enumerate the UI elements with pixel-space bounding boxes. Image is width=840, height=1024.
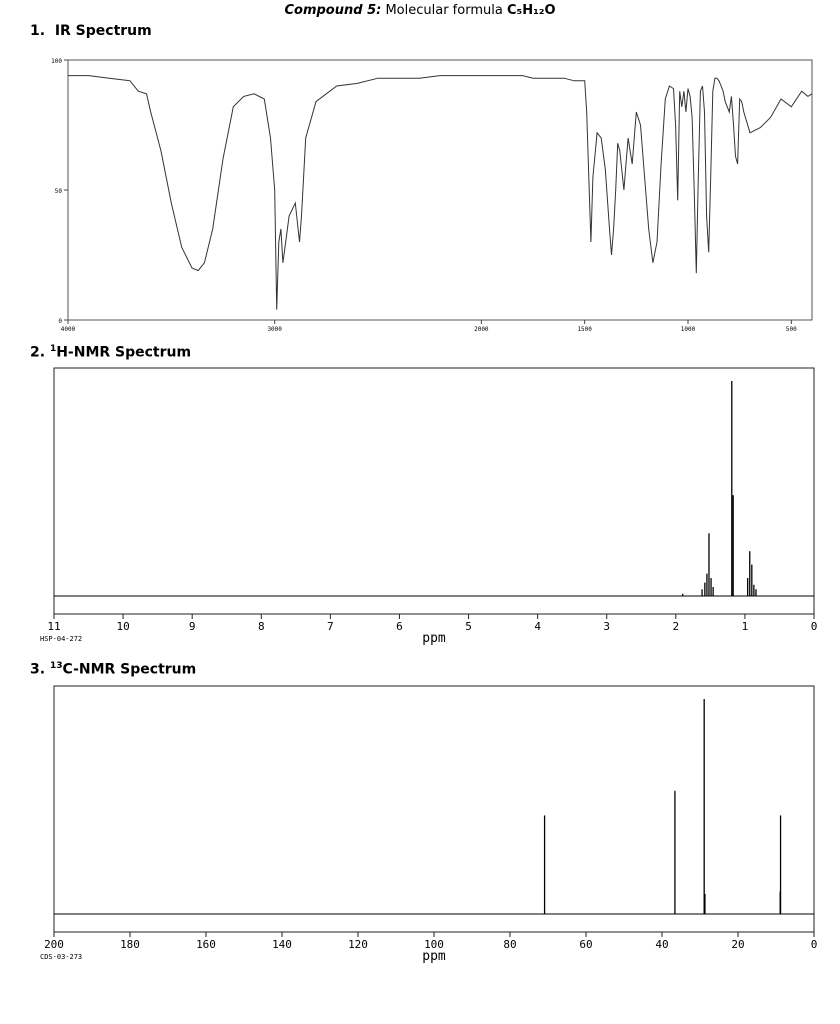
ir-y-tick-label: 0 (58, 318, 62, 325)
cnmr-x-tick-label: 40 (655, 938, 669, 951)
cnmr-x-tick-label: 100 (424, 938, 444, 951)
cnmr-x-tick-label: 120 (348, 938, 368, 951)
cnmr-x-tick-label: 180 (120, 938, 140, 951)
ir-x-tick-label: 3000 (267, 326, 282, 333)
hnmr-plot-frame (54, 368, 814, 614)
ir-x-tick-label: 2000 (474, 326, 489, 333)
molecular-formula: C₅H₁₂O (506, 3, 556, 18)
hnmr-x-tick-label: 4 (534, 620, 541, 633)
cnmr-plot-frame (54, 686, 814, 932)
cnmr-x-tick-label: 160 (196, 938, 216, 951)
ir-x-tick-label: 500 (785, 326, 797, 333)
ir-x-tick-label: 1500 (577, 326, 592, 333)
hnmr-x-tick-label: 10 (116, 620, 130, 633)
hnmr-x-tick-label: 0 (810, 620, 818, 633)
hnmr-x-tick-label: 2 (672, 620, 680, 633)
hnmr-x-tick-label: 11 (47, 620, 61, 633)
compound-label: Compound 5: (284, 3, 382, 18)
hnmr-section-title: 2. $^1$H-NMR Spectrum (30, 344, 192, 361)
hnmr-x-tick-label: 7 (327, 620, 334, 633)
hnmr-x-tick-label: 1 (741, 620, 749, 633)
hnmr-x-tick-label: 8 (257, 620, 265, 633)
cnmr-x-tick-label: 200 (44, 938, 64, 951)
compound-header (0, 3, 840, 18)
ir-spectrum-chart (0, 38, 840, 343)
cnmr-x-tick-label: 0 (810, 938, 818, 951)
cnmr-x-tick-label: 140 (272, 938, 292, 951)
cnmr-x-tick-label: 80 (503, 938, 517, 951)
hnmr-spectrum-code: HSP-04-272 (40, 635, 83, 643)
cnmr-spectrum-code: CDS-03-273 (40, 953, 83, 961)
cnmr-spectrum-chart (0, 678, 840, 978)
ir-y-tick-label: 50 (54, 188, 62, 195)
ir-section-title: 1. IR Spectrum (30, 23, 152, 39)
hnmr-x-tick-label: 6 (396, 620, 403, 633)
ir-transmittance-line (68, 76, 812, 310)
ir-x-tick-label: 4000 (60, 326, 76, 333)
cnmr-x-tick-label: 20 (731, 938, 745, 951)
formula-label: Molecular formula (385, 3, 503, 18)
cnmr-section-title: 3. $^{13}$C-NMR Spectrum (30, 661, 197, 678)
hnmr-x-tick-label: 3 (603, 620, 611, 633)
hnmr-x-axis-label: ppm (422, 631, 446, 646)
hnmr-x-tick-label: 9 (188, 620, 196, 633)
ir-y-tick-label: 100 (51, 58, 62, 65)
cnmr-x-axis-label: ppm (422, 949, 446, 964)
hnmr-x-tick-label: 5 (465, 620, 472, 633)
hnmr-spectrum-chart (0, 360, 840, 660)
ir-x-tick-label: 1000 (680, 326, 696, 333)
cnmr-x-tick-label: 60 (579, 938, 593, 951)
